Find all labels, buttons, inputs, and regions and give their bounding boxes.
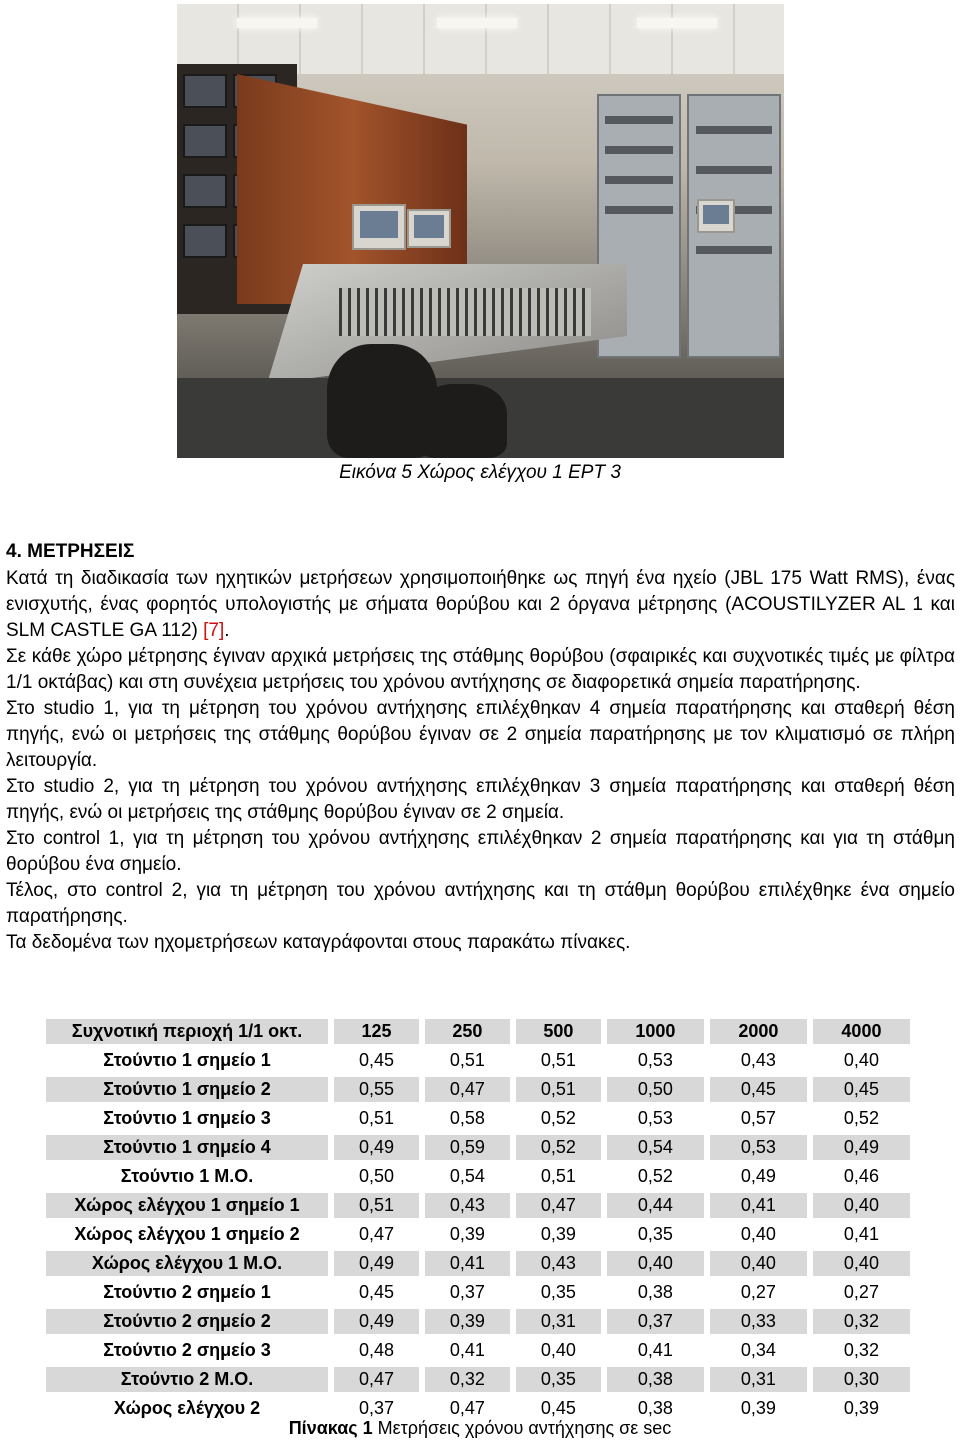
table-cell: 0,51 <box>334 1193 419 1218</box>
paragraph-text: Κατά τη διαδικασία των ηχητικών μετρήσεων χρησιμοποιήθηκε ως πηγή ένα ηχείο (JBL 175 Watt RMS), ένας ενισχυτής, ένας φορητός υπολογιστής με σήματα θορύβου και 2 όργανα μέτρησης (ACOUSTILYZER AL 1 και SLM CASTLE GA 112) <box>6 568 955 641</box>
table-cell: 0,38 <box>607 1396 704 1421</box>
table-cell: 0,35 <box>516 1280 601 1305</box>
table-cell: 0,45 <box>813 1077 910 1102</box>
table-cell: 0,39 <box>516 1222 601 1247</box>
table-cell: 0,37 <box>425 1280 510 1305</box>
row-label: Στούντιο 1 σημείο 4 <box>46 1135 328 1160</box>
photo-crt-monitor <box>697 199 735 233</box>
table-cell: 0,47 <box>516 1193 601 1218</box>
photo-rack-slot <box>696 126 772 134</box>
row-label: Στούντιο 1 σημείο 3 <box>46 1106 328 1131</box>
photo-crt-monitor <box>407 209 451 248</box>
table-cell: 0,51 <box>334 1106 419 1131</box>
table-cell: 0,40 <box>813 1193 910 1218</box>
table-cell: 0,41 <box>813 1222 910 1247</box>
table-cell: 0,31 <box>710 1367 807 1392</box>
header-frequency-label: Συχνοτική περιοχή 1/1 οκτ. <box>46 1019 328 1044</box>
table-row <box>46 1106 910 1131</box>
table-cell: 0,30 <box>813 1367 910 1392</box>
paragraph: Στο control 1, για τη μέτρηση του χρόνου αντήχησης επιλέχθηκαν 2 σημεία παρατήρησης και για τη στάθμη θορύβου ένα σημείο. <box>6 828 955 875</box>
table-cell: 0,52 <box>516 1135 601 1160</box>
table-cell: 0,40 <box>710 1222 807 1247</box>
photo-monitor <box>183 224 227 258</box>
table-cell: 0,32 <box>425 1367 510 1392</box>
table-cell: 0,53 <box>710 1135 807 1160</box>
table-cell: 0,41 <box>425 1338 510 1363</box>
table-cell: 0,54 <box>607 1135 704 1160</box>
table-cell: 0,49 <box>334 1251 419 1276</box>
table-cell: 0,49 <box>334 1135 419 1160</box>
table-cell: 0,32 <box>813 1338 910 1363</box>
table-cell: 0,39 <box>813 1396 910 1421</box>
photo-rack-slot <box>605 206 672 214</box>
table-cell: 0,49 <box>813 1135 910 1160</box>
table-cell: 0,43 <box>425 1193 510 1218</box>
table-cell: 0,43 <box>516 1251 601 1276</box>
table-cell: 0,39 <box>425 1309 510 1334</box>
paragraph-tail: . <box>224 620 230 641</box>
table-cell: 0,45 <box>334 1048 419 1073</box>
table-cell: 0,27 <box>710 1280 807 1305</box>
table-row <box>46 1135 910 1160</box>
row-label: Χώρος ελέγχου 1 σημείο 2 <box>46 1222 328 1247</box>
table-cell: 0,40 <box>813 1251 910 1276</box>
table-cell: 0,39 <box>425 1222 510 1247</box>
table-row <box>46 1251 910 1276</box>
citation-link[interactable]: [7] <box>203 620 225 641</box>
table-cell: 0,32 <box>813 1309 910 1334</box>
paragraph: Τα δεδομένα των ηχομετρήσεων καταγράφονται στους παρακάτω πίνακες. <box>6 932 631 953</box>
reverberation-table <box>40 1015 916 1425</box>
table-cell: 0,48 <box>334 1338 419 1363</box>
photo-rack-slot <box>696 246 772 254</box>
table-cell: 0,38 <box>607 1280 704 1305</box>
table-cell: 0,37 <box>607 1309 704 1334</box>
header-frequency: 500 <box>516 1019 601 1044</box>
photo-mixing-console <box>267 264 627 384</box>
photo-rack-slot <box>696 166 772 174</box>
photo-ceiling-light <box>637 18 717 28</box>
photo-monitor <box>183 174 227 208</box>
photo-ceiling-light <box>437 18 517 28</box>
table-header-row <box>46 1019 910 1044</box>
table-cell: 0,51 <box>516 1164 601 1189</box>
table-cell: 0,31 <box>516 1309 601 1334</box>
section-title: 4. ΜΕΤΡΗΣΕΙΣ <box>6 541 135 562</box>
table-cell: 0,34 <box>710 1338 807 1363</box>
paragraph <box>6 566 955 644</box>
header-frequency: 4000 <box>813 1019 910 1044</box>
table-row <box>46 1077 910 1102</box>
photo-chair <box>417 384 507 458</box>
table-cell: 0,49 <box>710 1164 807 1189</box>
row-label: Στούντιο 2 σημείο 3 <box>46 1338 328 1363</box>
table-cell: 0,41 <box>710 1193 807 1218</box>
paragraph: Σε κάθε χώρο μέτρησης έγιναν αρχικά μετρήσεις της στάθμης θορύβου (σφαιρικές και συχνοτικές τιμές με φίλτρα 1/1 οκτάβας) και στη συνέχεια μετρήσεις του χρόνου αντήχησης σε διαφορετικά σημεία παρατήρησης. <box>6 646 955 693</box>
header-frequency: 2000 <box>710 1019 807 1044</box>
section-body <box>6 566 955 956</box>
table-row <box>46 1367 910 1392</box>
control-room-photo <box>177 4 784 458</box>
photo-rack-slot <box>605 146 672 154</box>
table-cell: 0,40 <box>710 1251 807 1276</box>
table-cell: 0,50 <box>334 1164 419 1189</box>
table-cell: 0,51 <box>425 1048 510 1073</box>
table-cell: 0,52 <box>813 1106 910 1131</box>
table-cell: 0,59 <box>425 1135 510 1160</box>
row-label: Στούντιο 2 Μ.Ο. <box>46 1367 328 1392</box>
table-cell: 0,33 <box>710 1309 807 1334</box>
table-cell: 0,57 <box>710 1106 807 1131</box>
table-cell: 0,47 <box>334 1367 419 1392</box>
table-cell: 0,40 <box>607 1251 704 1276</box>
table-caption-text: Μετρήσεις χρόνου αντήχησης σε sec <box>372 1418 672 1438</box>
photo-crt-monitor <box>352 204 406 250</box>
table-cell: 0,43 <box>710 1048 807 1073</box>
table-cell: 0,35 <box>607 1222 704 1247</box>
paragraph: Τέλος, στο control 2, για τη μέτρηση του χρόνου αντήχησης και τη στάθμη θορύβου επιλέχθηκε ένα σημείο παρατήρησης. <box>6 880 955 927</box>
row-label: Στούντιο 2 σημείο 1 <box>46 1280 328 1305</box>
table-cell: 0,47 <box>425 1077 510 1102</box>
row-label: Στούντιο 1 σημείο 2 <box>46 1077 328 1102</box>
table-cell: 0,55 <box>334 1077 419 1102</box>
table-row <box>46 1338 910 1363</box>
table-cell: 0,39 <box>710 1396 807 1421</box>
table-cell: 0,53 <box>607 1048 704 1073</box>
table-cell: 0,52 <box>607 1164 704 1189</box>
table-cell: 0,41 <box>425 1251 510 1276</box>
table-cell: 0,54 <box>425 1164 510 1189</box>
table-row <box>46 1193 910 1218</box>
table-caption-label: Πίνακας 1 <box>288 1418 373 1438</box>
table-cell: 0,51 <box>516 1077 601 1102</box>
row-label: Στούντιο 1 σημείο 1 <box>46 1048 328 1073</box>
table-cell: 0,35 <box>516 1367 601 1392</box>
table-cell: 0,47 <box>425 1396 510 1421</box>
table-row <box>46 1048 910 1073</box>
table-cell: 0,49 <box>334 1309 419 1334</box>
table-cell: 0,27 <box>813 1280 910 1305</box>
photo-ceiling-light <box>237 18 317 28</box>
row-label: Στούντιο 1 Μ.Ο. <box>46 1164 328 1189</box>
row-label: Χώρος ελέγχου 1 Μ.Ο. <box>46 1251 328 1276</box>
table-cell: 0,58 <box>425 1106 510 1131</box>
table-row <box>46 1309 910 1334</box>
table-cell: 0,52 <box>516 1106 601 1131</box>
figure-caption: Εικόνα 5 Χώρος ελέγχου 1 ΕΡΤ 3 <box>339 462 621 483</box>
photo-rack-slot <box>605 176 672 184</box>
table-cell: 0,40 <box>516 1338 601 1363</box>
photo-rack-slot <box>605 116 672 124</box>
photo-monitor <box>183 74 227 108</box>
paragraph: Στο studio 1, για τη μέτρηση του χρόνου αντήχησης επιλέχθηκαν 4 σημεία παρατήρησης και σταθερή θέση πηγής, ενώ οι μετρήσεις της στάθμης θορύβου έγιναν σε 2 σημεία παρατήρησης με τον κλιματισμό σε πλήρη λειτουργία. <box>6 698 955 771</box>
photo-console-faders <box>339 288 591 336</box>
photo-monitor <box>183 124 227 158</box>
table-cell: 0,41 <box>607 1338 704 1363</box>
table-cell: 0,51 <box>516 1048 601 1073</box>
header-frequency: 125 <box>334 1019 419 1044</box>
table-row <box>46 1222 910 1247</box>
table-cell: 0,45 <box>710 1077 807 1102</box>
table-row <box>46 1280 910 1305</box>
table-body <box>46 1048 910 1421</box>
table-cell: 0,44 <box>607 1193 704 1218</box>
table-cell: 0,37 <box>334 1396 419 1421</box>
paragraph: Στο studio 2, για τη μέτρηση του χρόνου αντήχησης επιλέχθηκαν 3 σημεία παρατήρησης και σταθερή θέση πηγής, ενώ οι μετρήσεις της στάθμης θορύβου έγιναν σε 2 σημεία. <box>6 776 955 823</box>
row-label: Χώρος ελέγχου 1 σημείο 1 <box>46 1193 328 1218</box>
table-cell: 0,50 <box>607 1077 704 1102</box>
row-label: Στούντιο 2 σημείο 2 <box>46 1309 328 1334</box>
table-row <box>46 1164 910 1189</box>
table-cell: 0,47 <box>334 1222 419 1247</box>
table-cell: 0,45 <box>516 1396 601 1421</box>
table-cell: 0,45 <box>334 1280 419 1305</box>
table-caption <box>0 1417 960 1439</box>
table-cell: 0,38 <box>607 1367 704 1392</box>
table-cell: 0,40 <box>813 1048 910 1073</box>
table-cell: 0,46 <box>813 1164 910 1189</box>
table-cell: 0,53 <box>607 1106 704 1131</box>
header-frequency: 250 <box>425 1019 510 1044</box>
header-frequency: 1000 <box>607 1019 704 1044</box>
row-label: Χώρος ελέγχου 2 <box>46 1396 328 1421</box>
